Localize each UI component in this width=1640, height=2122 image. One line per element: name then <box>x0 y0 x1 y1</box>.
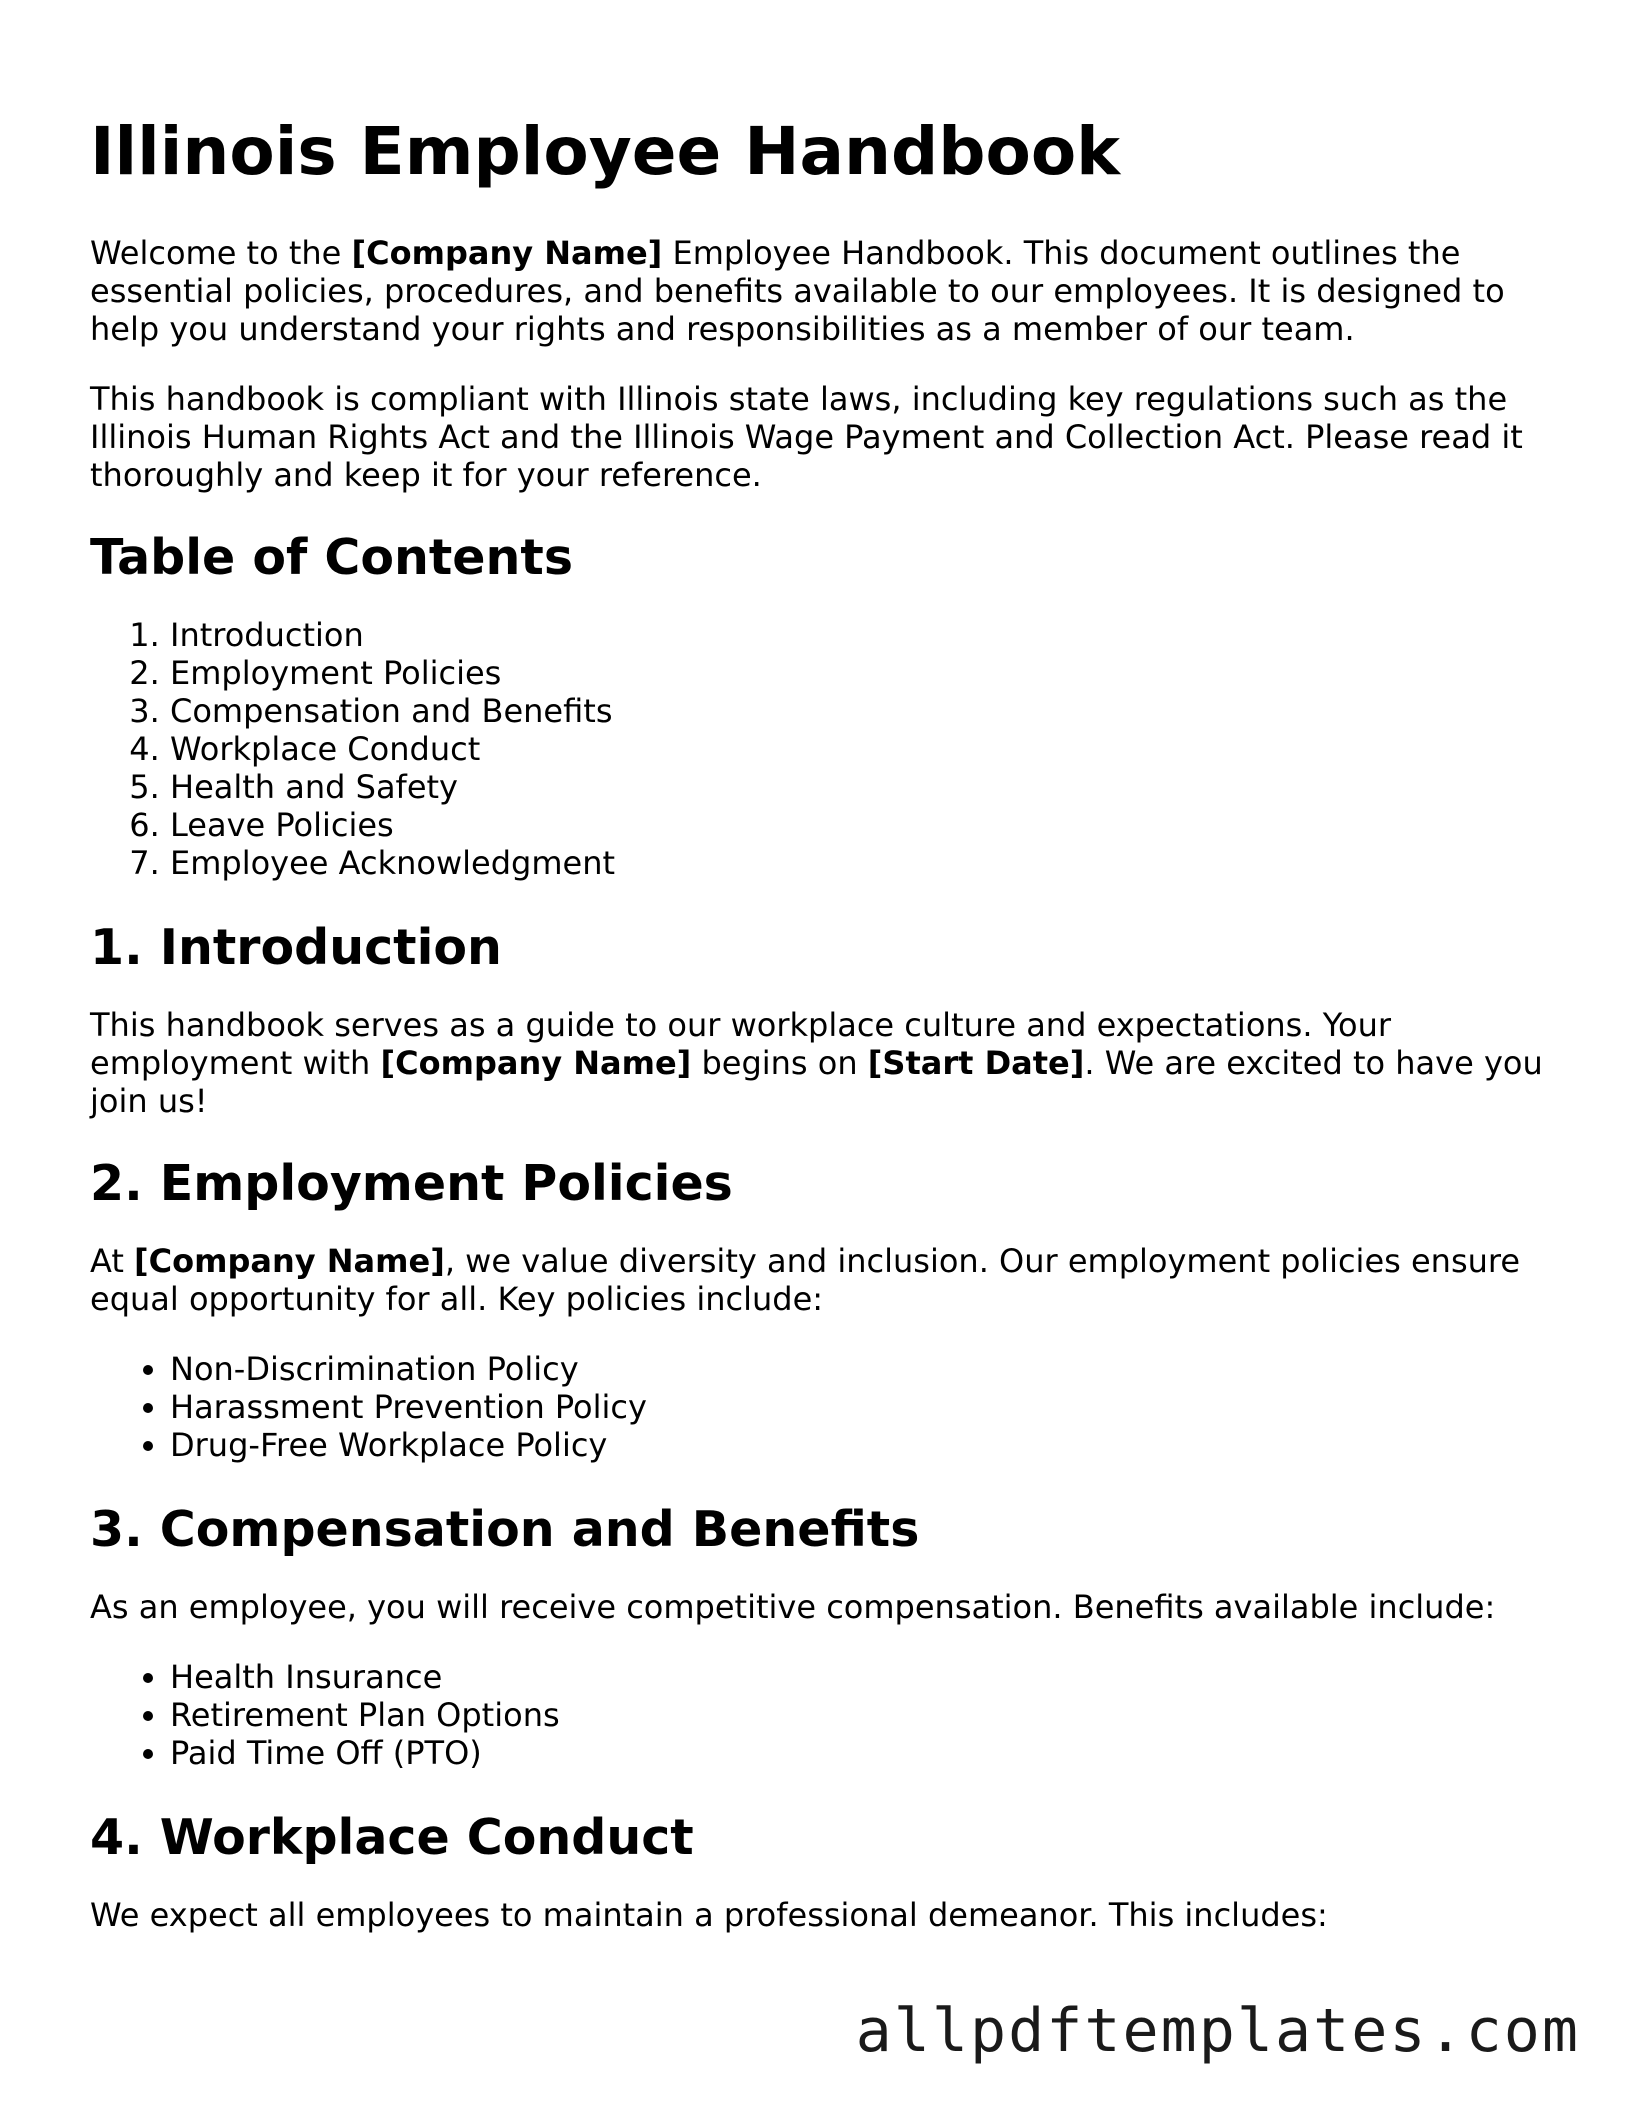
workplace-conduct-paragraph: We expect all employees to maintain a professional demeanor. This includes: <box>90 1896 1328 1934</box>
employment-policies-list <box>90 1350 1570 1464</box>
toc-item: 1. Introduction <box>170 616 1570 654</box>
toc-item: 2. Employment Policies <box>170 654 1570 692</box>
toc-item: 7. Employee Acknowledgment <box>170 844 1570 882</box>
toc-list <box>90 616 1570 882</box>
document-title: Illinois Employee Handbook <box>90 113 1121 190</box>
watermark: allpdftemplates.com <box>855 1996 1580 2066</box>
intro-paragraph-1: Welcome to the [Company Name] Employee Handbook. This document outlines the essential policies, procedures, and benefits available to our employees. It is designed to help you understand your rights and responsibilities as a member of our team. <box>90 234 1505 348</box>
document-page <box>90 110 1570 1966</box>
list-item: • Retirement Plan Options <box>170 1696 1570 1734</box>
employment-policies-heading: 2. Employment Policies <box>90 1155 733 1212</box>
workplace-conduct-heading: 4. Workplace Conduct <box>90 1809 694 1866</box>
compensation-heading: 3. Compensation and Benefits <box>90 1501 920 1558</box>
list-item: • Health Insurance <box>170 1658 1570 1696</box>
toc-item: 6. Leave Policies <box>170 806 1570 844</box>
list-item: • Drug-Free Workplace Policy <box>170 1426 1570 1464</box>
list-item: • Non-Discrimination Policy <box>170 1350 1570 1388</box>
company-name-placeholder: [Company Name] <box>134 1242 445 1280</box>
list-item: • Paid Time Off (PTO) <box>170 1734 1570 1772</box>
intro-paragraph-2: This handbook is compliant with Illinois state laws, including key regulations such as the Illinois Human Rights Act and the Illinois Wage Payment and Collection Act. Please read it thoroughly and keep it for your reference. <box>90 380 1523 494</box>
compensation-paragraph: As an employee, you will receive competitive compensation. Benefits available include: <box>90 1588 1496 1626</box>
employment-policies-paragraph: At [Company Name], we value diversity and inclusion. Our employment policies ensure equal opportunity for all. Key policies include: <box>90 1242 1521 1318</box>
company-name-placeholder: [Company Name] <box>380 1044 692 1082</box>
toc-heading: Table of Contents <box>90 529 574 586</box>
list-item: • Harassment Prevention Policy <box>170 1388 1570 1426</box>
benefits-list <box>90 1658 1570 1772</box>
toc-item: 5. Health and Safety <box>170 768 1570 806</box>
introduction-paragraph: This handbook serves as a guide to our workplace culture and expectations. Your employment with [Company Name] begins on [Start Date]. We are excited to have you join us! <box>90 1006 1543 1120</box>
toc-item: 4. Workplace Conduct <box>170 730 1570 768</box>
toc-item: 3. Compensation and Benefits <box>170 692 1570 730</box>
start-date-placeholder: [Start Date] <box>867 1044 1085 1082</box>
company-name-placeholder: [Company Name] <box>351 234 663 272</box>
introduction-heading: 1. Introduction <box>90 919 502 976</box>
